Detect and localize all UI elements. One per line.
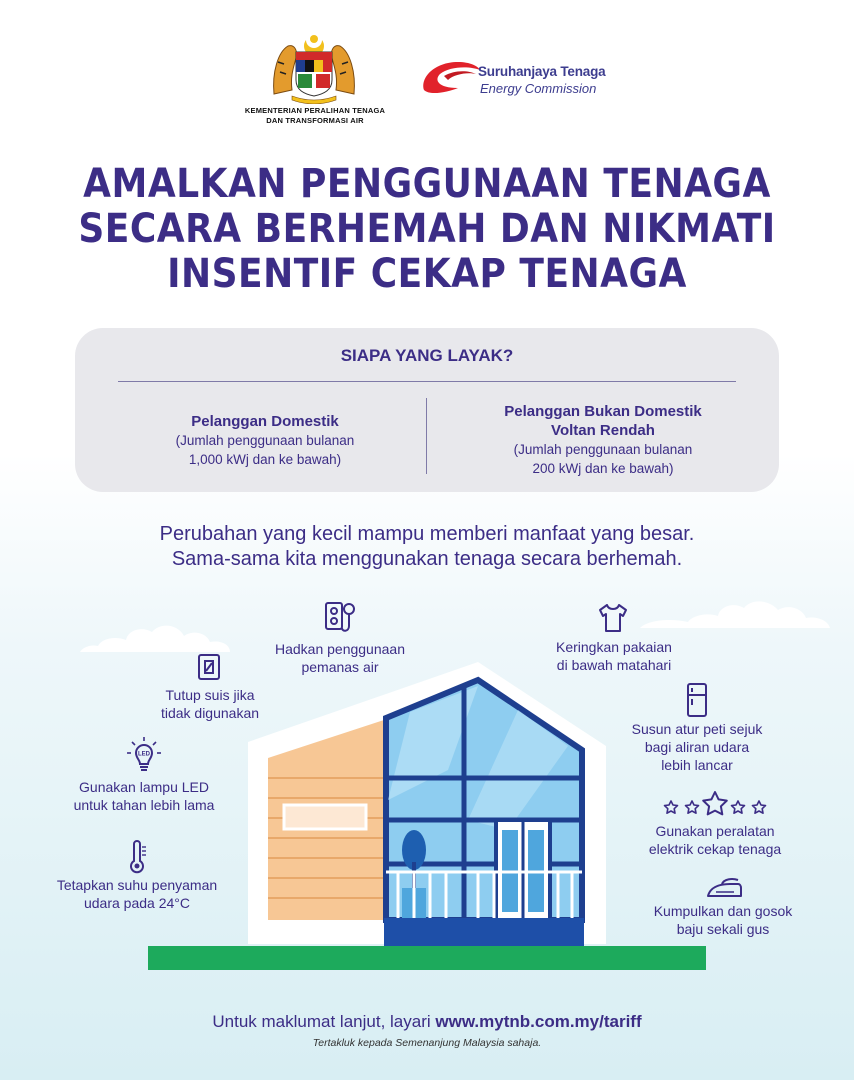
tariff-link[interactable]: www.mytnb.com.my/tariff [435,1012,642,1031]
tip-ironing [640,902,806,938]
card-divider-vertical [426,398,427,474]
tip-dry-clothes-line1: Keringkan pakaian [556,639,672,655]
title-line1: AMALKAN PENGGUNAAN TENAGA [83,161,771,207]
non-domestic-customer-column [458,402,748,478]
tip-dry-clothes [536,638,692,674]
domestic-heading: Pelanggan Domestik [191,413,339,430]
tip-aircond-line2: udara pada 24°C [83,895,190,911]
page-title [0,162,854,297]
non-domestic-heading-line2: Voltan Rendah [551,422,655,439]
tip-fridge-line1: Susun atur peti sejuk [631,721,763,737]
tip-fridge-line2: bagi aliran udara [644,739,750,755]
tip-switch-line1: Tutup suis jika [165,687,255,703]
non-domestic-detail-line2: 200 kWj dan ke bawah) [532,461,674,476]
tagline [0,522,854,572]
eligibility-heading: SIAPA YANG LAYAK? [340,346,514,365]
ministry-name-line1: KEMENTERIAN PERALIHAN TENAGA [244,106,386,115]
tip-efficient-appliances [630,822,800,858]
tip-efficient-line2: elektrik cekap tenaga [648,841,782,857]
tip-fridge [614,720,780,774]
title-line3: INSENTIF CEKAP TENAGA [167,251,687,297]
commission-name-english: Energy Commission [480,81,597,96]
footer-prefix: Untuk maklumat lanjut, layari [212,1012,436,1031]
tip-ironing-line1: Kumpulkan dan gosok [653,903,793,919]
domestic-customer-column [130,412,400,469]
tip-led-line2: untuk tahan lebih lama [73,797,215,813]
tip-water-heater [262,640,418,676]
non-domestic-detail-line1: (Jumlah penggunaan bulanan [513,442,693,457]
led-bulb-icon [126,736,162,774]
cloud-left-decoration [80,618,230,654]
star-rating-icon [660,790,770,820]
coat-of-arms-logo [268,32,360,104]
domestic-detail-line1: (Jumlah penggunaan bulanan [175,433,355,448]
footer-info [0,1012,854,1032]
commission-name-malay: Suruhanjaya Tenaga [478,64,606,79]
tip-switch-line2: tidak digunakan [160,705,260,721]
tagline-line2: Sama-sama kita menggunakan tenaga secara berhemah. [171,548,683,570]
tip-led-line1: Gunakan lampu LED [79,779,209,795]
thermometer-icon [126,840,148,874]
led-icon-label: LED [138,751,150,758]
non-domestic-heading-line1: Pelanggan Bukan Domestik [504,403,702,420]
tip-switch [140,686,280,722]
domestic-detail-line2: 1,000 kWj dan ke bawah) [188,452,342,467]
cloud-right-decoration [640,596,830,630]
iron-icon [704,876,744,900]
switch-icon [196,652,222,682]
footer-note: Tertakluk kepada Semenanjung Malaysia sahaja. [312,1037,542,1049]
tip-aircond-temperature [44,876,230,912]
tip-water-heater-line1: Hadkan penggunaan [274,641,405,657]
tip-dry-clothes-line2: di bawah matahari [556,657,672,673]
tip-fridge-line3: lebih lancar [661,757,733,773]
tip-water-heater-line2: pemanas air [301,659,379,675]
title-line2: SECARA BERHEMAH DAN NIKMATI [78,206,776,252]
card-divider-horizontal [118,381,736,382]
ministry-name-line2: DAN TRANSFORMASI AIR [266,116,364,125]
tshirt-icon [596,602,630,634]
ministry-name [220,106,410,126]
tip-ironing-line2: baju sekali gus [676,921,770,937]
tip-led [56,778,232,814]
tagline-line1: Perubahan yang kecil mampu memberi manfaat yang besar. [159,523,695,545]
fridge-icon [684,682,710,718]
water-heater-icon [322,600,358,636]
tip-aircond-line1: Tetapkan suhu penyaman [56,877,218,893]
tip-efficient-line1: Gunakan peralatan [655,823,775,839]
